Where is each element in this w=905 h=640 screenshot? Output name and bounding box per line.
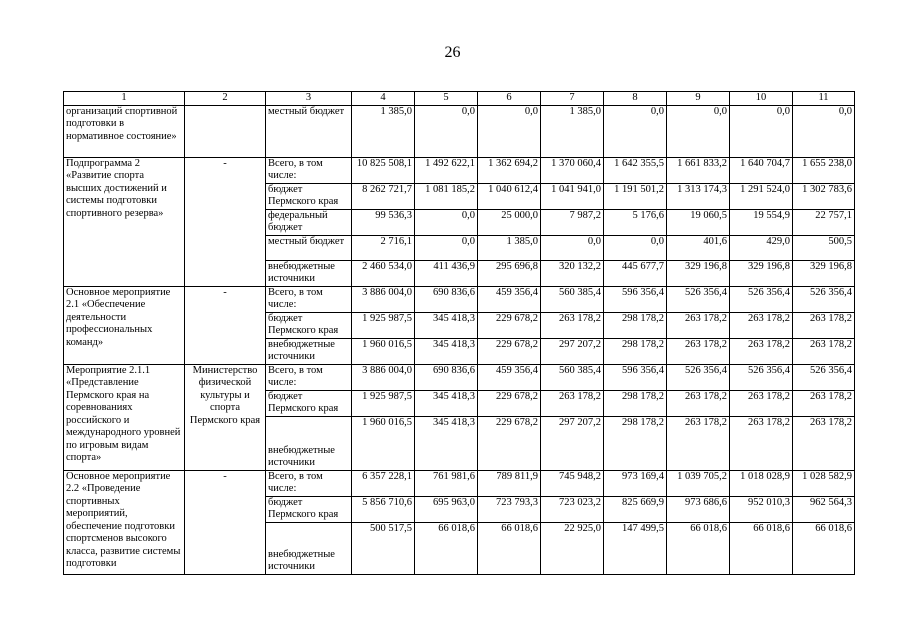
- funding-value: 1 385,0: [541, 105, 604, 157]
- funding-value: 329 196,8: [793, 260, 855, 286]
- column-header: 9: [667, 92, 730, 106]
- funding-value: 0,0: [604, 105, 667, 157]
- funding-value: 1 642 355,5: [604, 157, 667, 183]
- funding-value: 263 178,2: [667, 338, 730, 364]
- funding-value: 263 178,2: [730, 416, 793, 470]
- funding-value: 22 925,0: [541, 522, 604, 574]
- activity-name: организаций спортивной подготовки в нормативное состояние»: [64, 105, 185, 157]
- funding-value: 411 436,9: [415, 260, 478, 286]
- funding-value: 229 678,2: [478, 312, 541, 338]
- funding-value: 1 018 028,9: [730, 470, 793, 496]
- funding-value: 5 856 710,6: [352, 496, 415, 522]
- funding-value: 329 196,8: [667, 260, 730, 286]
- funding-value: 2 460 534,0: [352, 260, 415, 286]
- funding-value: 0,0: [415, 235, 478, 260]
- funding-value: 263 178,2: [730, 312, 793, 338]
- activity-name: Основное мероприятие 2.1 «Обеспечение деятельности профессиональных команд»: [64, 286, 185, 364]
- funding-value: 0,0: [793, 105, 855, 157]
- responsible-executor: -: [185, 286, 266, 364]
- funding-value: 1 291 524,0: [730, 183, 793, 209]
- funding-value: 19 060,5: [667, 209, 730, 235]
- funding-value: 596 356,4: [604, 286, 667, 312]
- funding-value: 962 564,3: [793, 496, 855, 522]
- column-header: 6: [478, 92, 541, 106]
- funding-value: 526 356,4: [730, 364, 793, 390]
- funding-value: 825 669,9: [604, 496, 667, 522]
- table-row: [64, 364, 855, 390]
- responsible-executor: -: [185, 157, 266, 286]
- funding-source: федеральный бюджет: [266, 209, 352, 235]
- funding-source: бюджет Пермского края: [266, 312, 352, 338]
- funding-value: 298 178,2: [604, 312, 667, 338]
- funding-value: 345 418,3: [415, 312, 478, 338]
- activity-name: Мероприятие 2.1.1 «Представление Пермского края на соревнованиях российского и международного уровней по игровым видам спорта»: [64, 364, 185, 470]
- funding-value: 263 178,2: [541, 390, 604, 416]
- table-row: [64, 157, 855, 183]
- funding-value: 1 661 833,2: [667, 157, 730, 183]
- funding-value: 952 010,3: [730, 496, 793, 522]
- funding-value: 6 357 228,1: [352, 470, 415, 496]
- funding-value: 66 018,6: [730, 522, 793, 574]
- column-header: 5: [415, 92, 478, 106]
- funding-value: 1 925 987,5: [352, 312, 415, 338]
- funding-value: 1 191 501,2: [604, 183, 667, 209]
- funding-value: 10 825 508,1: [352, 157, 415, 183]
- funding-value: 295 696,8: [478, 260, 541, 286]
- funding-value: 560 385,4: [541, 364, 604, 390]
- funding-value: 500 517,5: [352, 522, 415, 574]
- funding-value: 459 356,4: [478, 364, 541, 390]
- funding-value: 345 418,3: [415, 390, 478, 416]
- funding-value: 263 178,2: [793, 338, 855, 364]
- funding-value: 329 196,8: [730, 260, 793, 286]
- funding-value: 526 356,4: [667, 364, 730, 390]
- funding-value: 66 018,6: [415, 522, 478, 574]
- funding-value: 1 081 185,2: [415, 183, 478, 209]
- responsible-executor: -: [185, 470, 266, 574]
- funding-value: 401,6: [667, 235, 730, 260]
- funding-value: 22 757,1: [793, 209, 855, 235]
- funding-value: 263 178,2: [793, 312, 855, 338]
- funding-value: 3 886 004,0: [352, 364, 415, 390]
- funding-value: 1 313 174,3: [667, 183, 730, 209]
- funding-value: 723 793,3: [478, 496, 541, 522]
- activity-name: Основное мероприятие 2.2 «Проведение спортивных мероприятий, обеспечение подготовки спортсменов высокого класса, развитие системы подготовки: [64, 470, 185, 574]
- funding-value: 19 554,9: [730, 209, 793, 235]
- funding-value: 596 356,4: [604, 364, 667, 390]
- column-header: 8: [604, 92, 667, 106]
- funding-value: 723 023,2: [541, 496, 604, 522]
- funding-value: 263 178,2: [793, 416, 855, 470]
- funding-source: Всего, в том числе:: [266, 286, 352, 312]
- funding-value: 0,0: [541, 235, 604, 260]
- funding-value: 0,0: [730, 105, 793, 157]
- funding-value: 263 178,2: [730, 338, 793, 364]
- funding-value: 297 207,2: [541, 338, 604, 364]
- funding-value: 429,0: [730, 235, 793, 260]
- funding-value: 1 028 582,9: [793, 470, 855, 496]
- funding-value: 3 886 004,0: [352, 286, 415, 312]
- header-row: [64, 92, 855, 106]
- column-header: 3: [266, 92, 352, 106]
- budget-table: [63, 91, 855, 575]
- funding-value: 263 178,2: [667, 312, 730, 338]
- funding-value: 0,0: [478, 105, 541, 157]
- column-header: 2: [185, 92, 266, 106]
- funding-value: 263 178,2: [793, 390, 855, 416]
- funding-source: Всего, в том числе:: [266, 157, 352, 183]
- funding-value: 1 362 694,2: [478, 157, 541, 183]
- funding-value: 500,5: [793, 235, 855, 260]
- funding-value: 25 000,0: [478, 209, 541, 235]
- funding-value: 526 356,4: [730, 286, 793, 312]
- column-header: 11: [793, 92, 855, 106]
- table-row: [64, 470, 855, 496]
- funding-value: 0,0: [667, 105, 730, 157]
- funding-value: 263 178,2: [730, 390, 793, 416]
- funding-value: 66 018,6: [478, 522, 541, 574]
- funding-value: 445 677,7: [604, 260, 667, 286]
- funding-value: 345 418,3: [415, 416, 478, 470]
- funding-value: 695 963,0: [415, 496, 478, 522]
- page-number: 26: [444, 44, 461, 61]
- funding-value: 1 492 622,1: [415, 157, 478, 183]
- funding-value: 1 960 016,5: [352, 416, 415, 470]
- funding-source: внебюджетные источники: [266, 522, 352, 574]
- column-header: 10: [730, 92, 793, 106]
- funding-value: 8 262 721,7: [352, 183, 415, 209]
- funding-value: 1 640 704,7: [730, 157, 793, 183]
- table-row: [64, 286, 855, 312]
- funding-value: 66 018,6: [793, 522, 855, 574]
- funding-value: 526 356,4: [667, 286, 730, 312]
- funding-value: 1 370 060,4: [541, 157, 604, 183]
- responsible-executor: [185, 105, 266, 157]
- funding-value: 1 925 987,5: [352, 390, 415, 416]
- funding-source: Всего, в том числе:: [266, 470, 352, 496]
- funding-value: 229 678,2: [478, 390, 541, 416]
- funding-value: 99 536,3: [352, 209, 415, 235]
- funding-value: 0,0: [415, 105, 478, 157]
- column-header: 1: [64, 92, 185, 106]
- funding-source: внебюджетные источники: [266, 416, 352, 470]
- funding-value: 1 960 016,5: [352, 338, 415, 364]
- funding-source: бюджет Пермского края: [266, 496, 352, 522]
- funding-value: 1 040 612,4: [478, 183, 541, 209]
- funding-source: местный бюджет: [266, 235, 352, 260]
- funding-value: 1 041 941,0: [541, 183, 604, 209]
- funding-value: 66 018,6: [667, 522, 730, 574]
- funding-value: 297 207,2: [541, 416, 604, 470]
- funding-source: местный бюджет: [266, 105, 352, 157]
- funding-value: 5 176,6: [604, 209, 667, 235]
- funding-value: 560 385,4: [541, 286, 604, 312]
- funding-source: внебюджетные источники: [266, 338, 352, 364]
- funding-source: бюджет Пермского края: [266, 390, 352, 416]
- funding-value: 690 836,6: [415, 286, 478, 312]
- funding-value: 690 836,6: [415, 364, 478, 390]
- funding-value: 2 716,1: [352, 235, 415, 260]
- funding-value: 745 948,2: [541, 470, 604, 496]
- funding-value: 0,0: [415, 209, 478, 235]
- funding-value: 298 178,2: [604, 416, 667, 470]
- table-row: [64, 105, 855, 157]
- funding-value: 1 039 705,2: [667, 470, 730, 496]
- funding-value: 973 169,4: [604, 470, 667, 496]
- funding-value: 526 356,4: [793, 286, 855, 312]
- funding-source: бюджет Пермского края: [266, 183, 352, 209]
- funding-value: 147 499,5: [604, 522, 667, 574]
- table-body: [64, 92, 855, 575]
- funding-value: 263 178,2: [541, 312, 604, 338]
- funding-value: 7 987,2: [541, 209, 604, 235]
- funding-value: 229 678,2: [478, 338, 541, 364]
- funding-source: внебюджетные источники: [266, 260, 352, 286]
- funding-value: 1 655 238,0: [793, 157, 855, 183]
- funding-source: Всего, в том числе:: [266, 364, 352, 390]
- funding-value: 789 811,9: [478, 470, 541, 496]
- funding-value: 263 178,2: [667, 416, 730, 470]
- responsible-executor: Министерство физической культуры и спорта Пермского края: [185, 364, 266, 470]
- funding-value: 0,0: [604, 235, 667, 260]
- funding-value: 526 356,4: [793, 364, 855, 390]
- funding-value: 298 178,2: [604, 338, 667, 364]
- funding-value: 973 686,6: [667, 496, 730, 522]
- column-header: 7: [541, 92, 604, 106]
- funding-value: 320 132,2: [541, 260, 604, 286]
- funding-value: 459 356,4: [478, 286, 541, 312]
- funding-value: 1 302 783,6: [793, 183, 855, 209]
- funding-value: 1 385,0: [352, 105, 415, 157]
- column-header: 4: [352, 92, 415, 106]
- funding-value: 298 178,2: [604, 390, 667, 416]
- funding-value: 345 418,3: [415, 338, 478, 364]
- funding-value: 263 178,2: [667, 390, 730, 416]
- activity-name: Подпрограмма 2 «Развитие спорта высших достижений и системы подготовки спортивного резерва»: [64, 157, 185, 286]
- funding-value: 1 385,0: [478, 235, 541, 260]
- funding-value: 761 981,6: [415, 470, 478, 496]
- funding-value: 229 678,2: [478, 416, 541, 470]
